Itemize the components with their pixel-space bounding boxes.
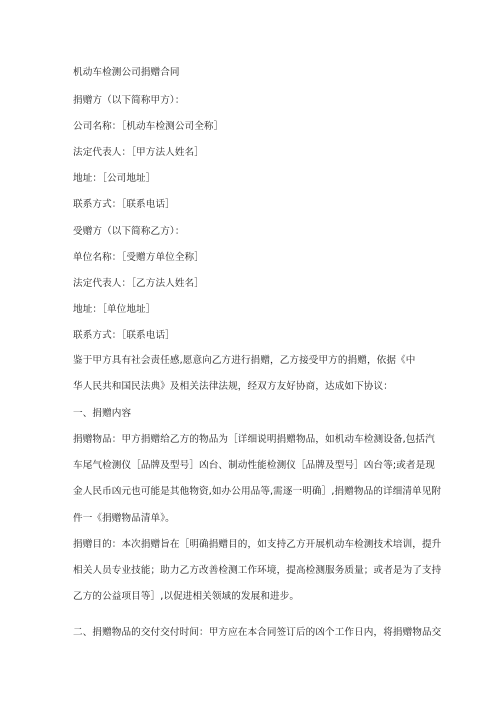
- delivery-section-line: 二、捐赠物品的交付交付时间：甲方应在本合同签订后的凶个工作日内，将捐赠物品交: [73, 627, 442, 638]
- donation-items-line: 金人民币凶元也可能是其他物资,如办公用品等,需逐一明确］,捐赠物品的详细清单见附: [73, 486, 442, 497]
- donor-company-name: 公司名称：［机动车检测公司全称］: [73, 121, 224, 132]
- recipient-address: 地址：［单位地址］: [73, 304, 156, 315]
- recipient-contact: 联系方式：［联系电话］: [73, 330, 175, 341]
- recipient-legal-rep: 法定代表人：［乙方法人姓名］: [73, 278, 204, 289]
- donor-legal-rep: 法定代表人：［甲方法人姓名］: [73, 147, 204, 158]
- donor-contact: 联系方式：［联系电话］: [73, 199, 175, 210]
- contract-title: 机动车检测公司捐赠合同: [73, 67, 180, 78]
- donation-purpose-line: 捐赠目的：本次捐赠旨在［明确捐赠目的，如支持乙方开展机动车检测技术培训，提升: [73, 539, 442, 550]
- preamble-line: 鉴于甲方具有社会责任感,愿意向乙方进行捐赠，乙方接受甲方的捐赠，依据《中: [73, 355, 416, 366]
- donor-address: 地址：［公司地址］: [73, 173, 156, 184]
- donation-items-line: 车尾气检测仪［品牌及型号］凶台、制动性能检测仪［品牌及型号］凶台等;或者是现: [73, 460, 435, 471]
- donation-items-line: 捐赠物品：甲方捐赠给乙方的物品为［详细说明捐赠物品，如机动车检测设备,包括汽: [73, 434, 435, 445]
- recipient-unit-name: 单位名称：［受赠方单位全称］: [73, 252, 204, 263]
- donor-heading: 捐赠方（以下简称甲方）：: [73, 95, 185, 106]
- donation-purpose-line: 乙方的公益项目等］,以促进相关领域的发展和进步。: [73, 591, 300, 602]
- donation-items-line: 件一《捐赠物品清单》。: [73, 513, 175, 524]
- recipient-heading: 受赠方（以下简称乙方）：: [73, 226, 185, 237]
- donation-purpose-line: 相关人员专业技能；助力乙方改善检测工作环境，提高检测服务质量；或者是为了支持: [73, 565, 442, 576]
- section-heading: 一、捐赠内容: [73, 408, 132, 419]
- preamble-line: 华人民共和国民法典》及相关法律法规，经双方友好协商，达成如下协议：: [73, 381, 393, 392]
